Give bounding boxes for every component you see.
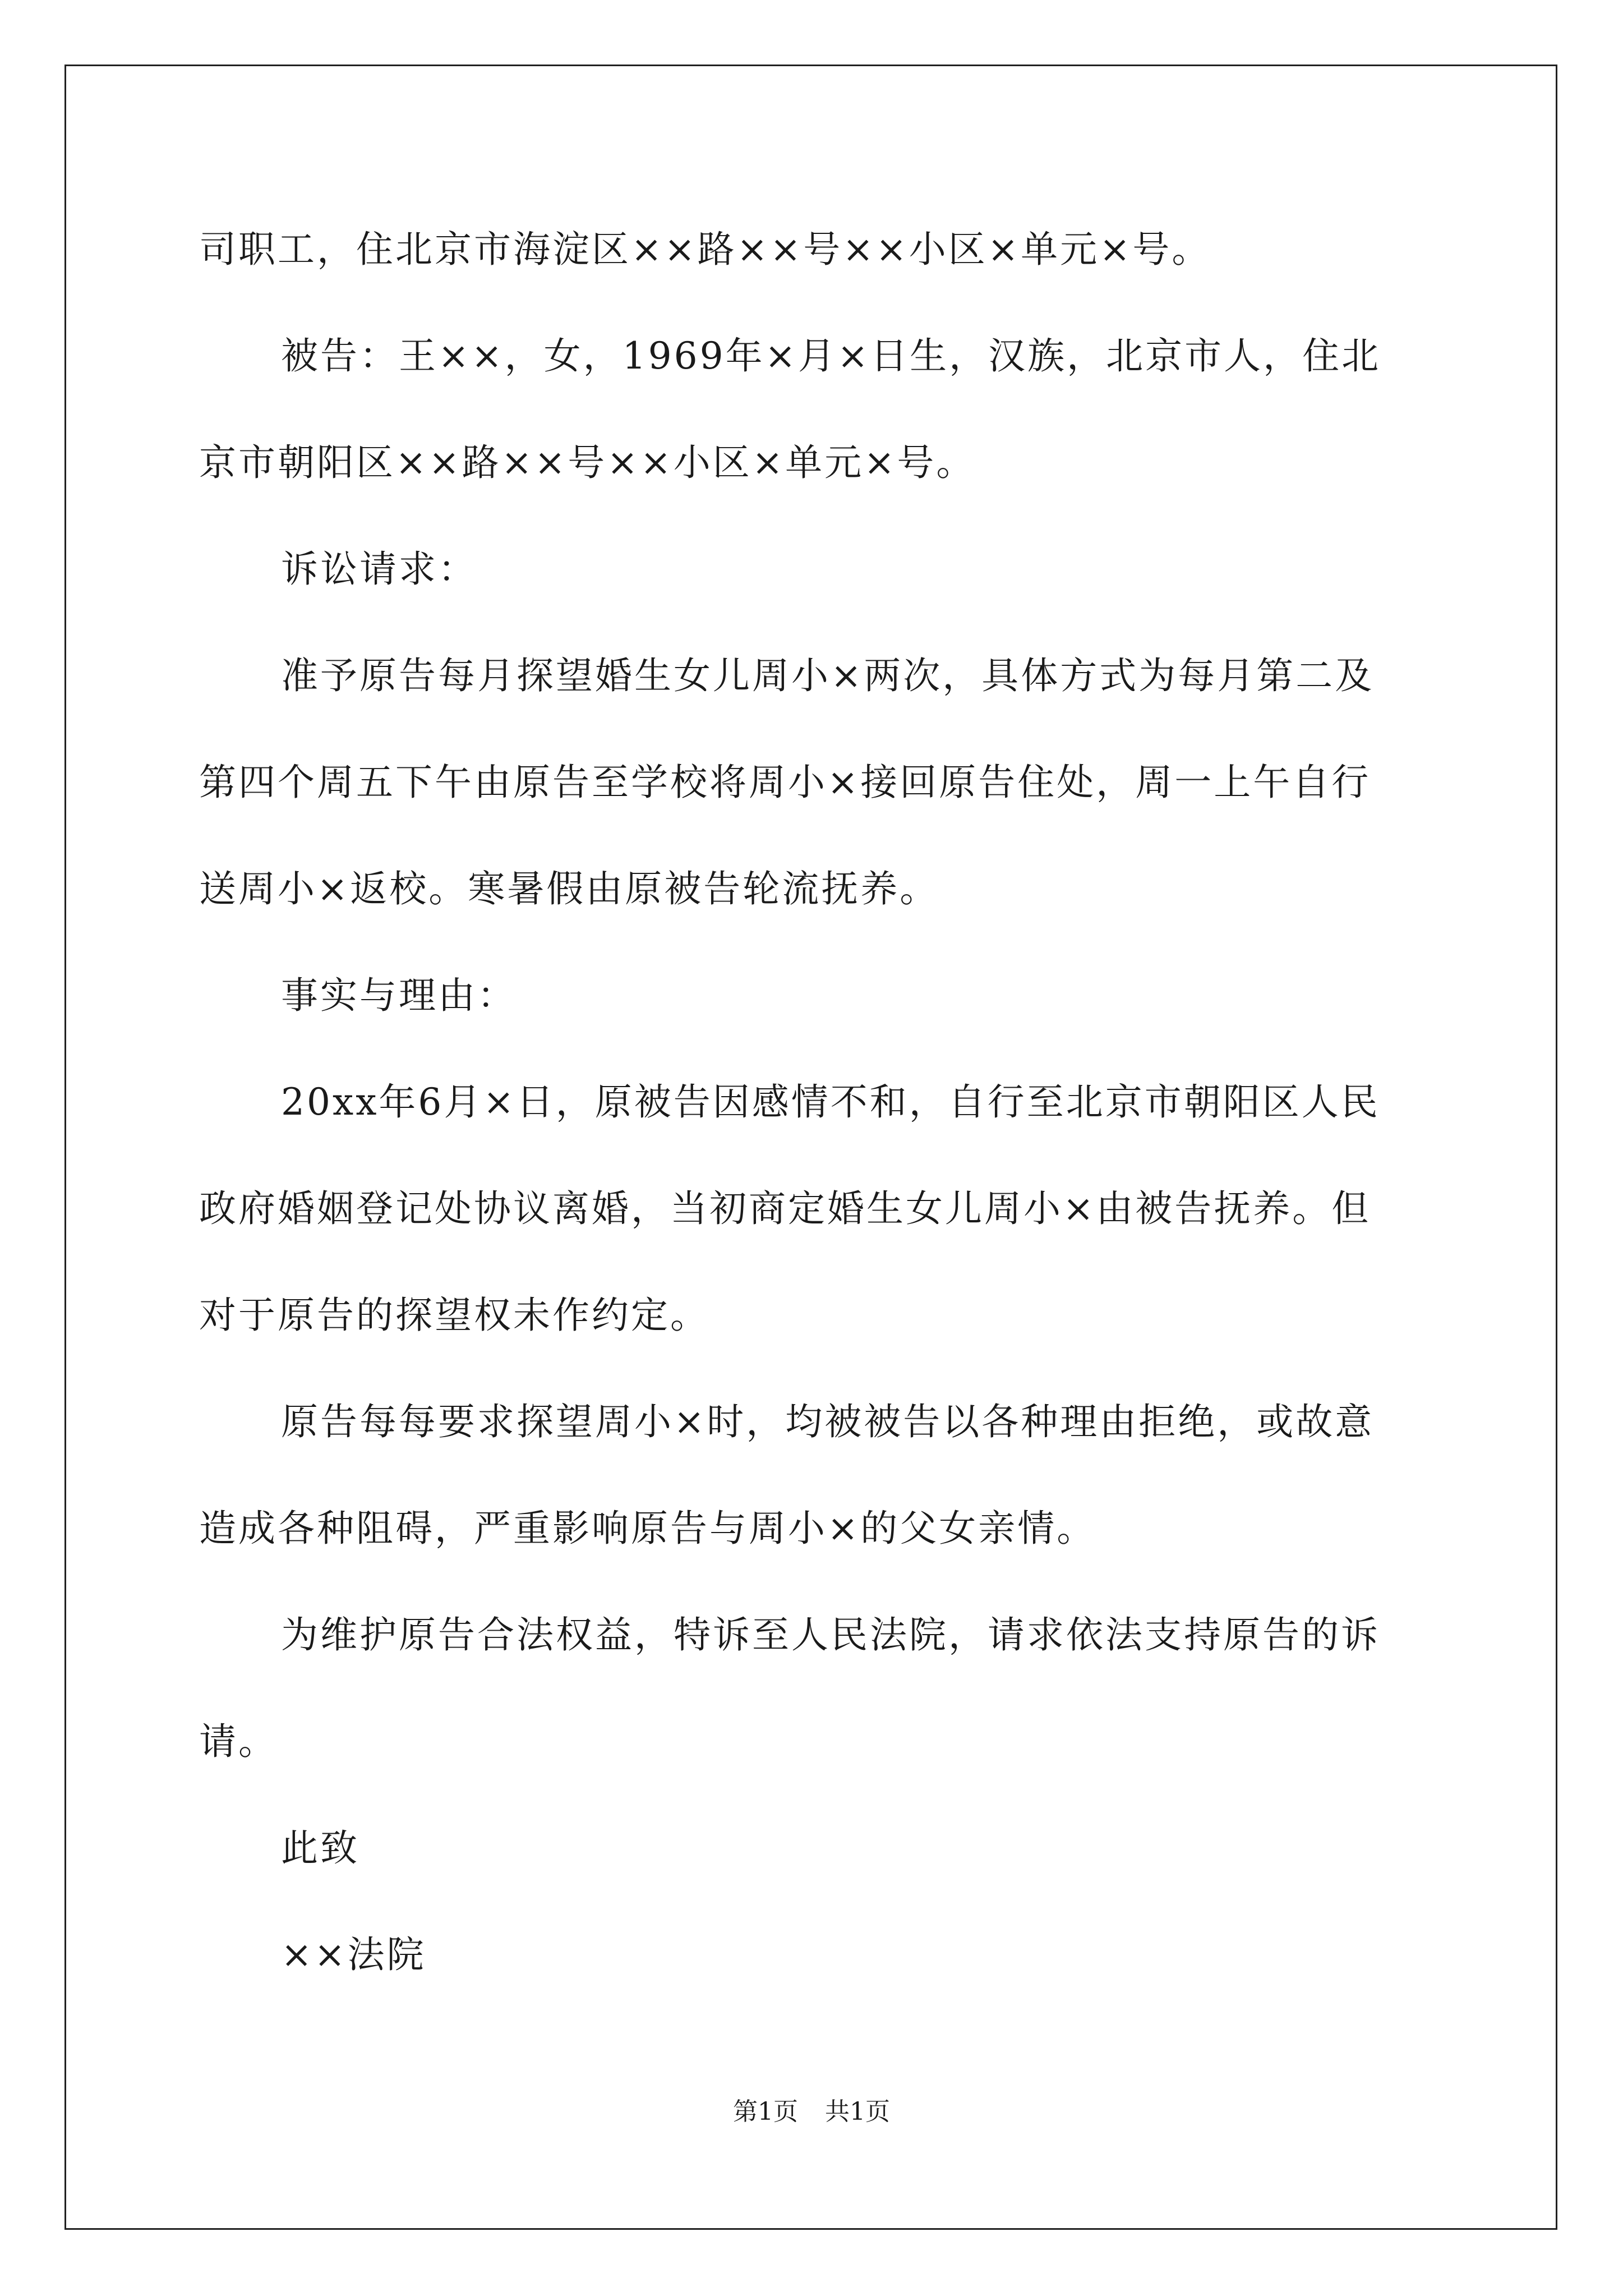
claims-paragraph: 准予原告每月探望婚生女儿周小×两次，具体方式为每月第二及 xyxy=(281,654,1375,697)
text-line: 政府婚姻登记处协议离婚，当初商定婚生女儿周小×由被告抚养。但 xyxy=(199,1187,1371,1230)
page-number: 第1页 xyxy=(733,2097,798,2126)
salutation: 此致 xyxy=(281,1826,359,1870)
text-line: 请。 xyxy=(199,1720,278,1763)
request-paragraph: 为维护原告合法权益，特诉至人民法院，请求依法支持原告的诉 xyxy=(281,1613,1380,1657)
text-line: 司职工，住北京市海淀区××路××号××小区×单元×号。 xyxy=(199,228,1211,271)
page-frame xyxy=(64,65,1557,2230)
facts-heading: 事实与理由： xyxy=(281,974,517,1017)
claims-heading: 诉讼请求： xyxy=(281,547,477,591)
text-line: 送周小×返校。寒暑假由原被告轮流抚养。 xyxy=(199,867,939,910)
page-footer xyxy=(0,2095,1623,2129)
text-line: 造成各种阻碍，严重影响原告与周小×的父女亲情。 xyxy=(199,1507,1096,1550)
defendant-paragraph: 被告：王××，女，1969年×月×日生，汉族，北京市人，住北 xyxy=(281,334,1381,378)
refusal-paragraph: 原告每每要求探望周小×时，均被被告以各种理由拒绝，或故意 xyxy=(281,1400,1375,1443)
facts-paragraph: 20xx年6月×日，原被告因感情不和，自行至北京市朝阳区人民 xyxy=(281,1080,1380,1124)
text-line: 第四个周五下午由原告至学校将周小×接回原告住处，周一上午自行 xyxy=(199,761,1371,804)
text-line: 京市朝阳区××路××号××小区×单元×号。 xyxy=(199,441,976,484)
court-name: ××法院 xyxy=(281,1933,426,1976)
page-total: 共1页 xyxy=(825,2097,890,2126)
text-line: 对于原告的探望权未作约定。 xyxy=(199,1294,709,1337)
